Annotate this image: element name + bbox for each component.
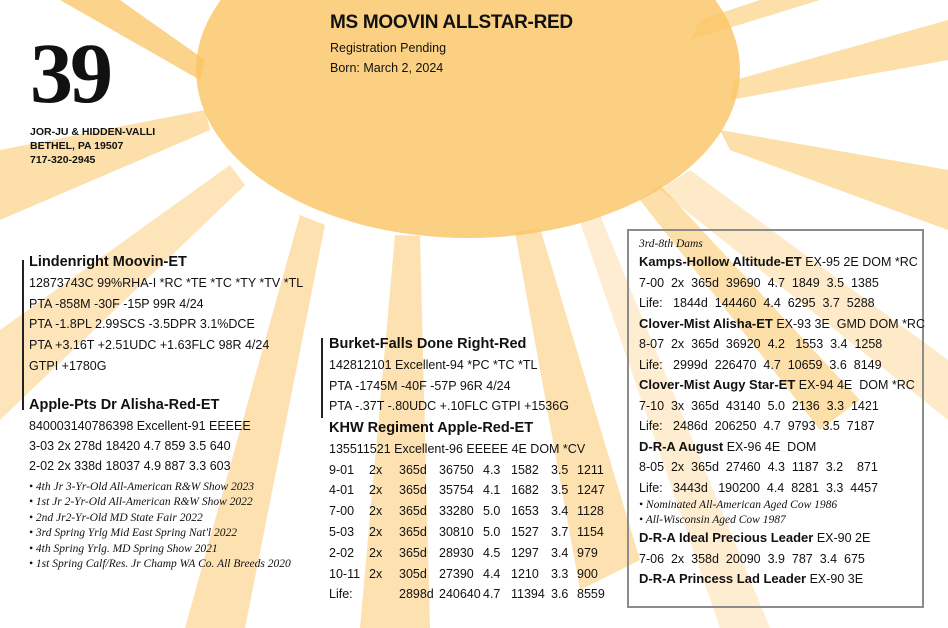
dam-ancestor-name: Clover-Mist Alisha-ET [639,315,773,331]
granddam-record-row [329,501,613,522]
dam-ancestor-name: D-R-A Ideal Precious Leader [639,530,814,545]
granddam-record-cell: 28930 [439,545,474,560]
granddam-record-cell: 8559 [577,587,605,602]
granddam-record-cell: 3.7 [551,524,569,539]
granddam-record-row [329,584,613,605]
dam-ancestor-header [639,252,925,273]
dam-ancestor-name: Clover-Mist Augy Star-ET [639,377,796,392]
granddam-record-cell: 1247 [577,483,605,498]
dam-ancestor-record: Life: 1844d 144460 4.4 6295 3.7 5288 [639,296,875,310]
dam-ancestor-record: Life: 2999d 226470 4.7 10659 3.6 8149 [639,357,882,372]
granddam-record-cell: 3.5 [551,483,569,498]
dam-ancestor-header [639,569,925,590]
granddam-record-cell: 35754 [439,483,474,498]
sun-ray [720,130,948,230]
granddam-record-row [329,564,613,585]
dam-line: 840003140786398 Excellent-91 EEEEE [29,418,251,433]
maternal-sire-line: PTA -.37T -.80UDC +.10FLC GTPI +1536G [329,399,569,414]
granddam-record-cell: 2x [369,524,383,539]
dam-ancestor-name: D-R-A August [639,438,724,454]
granddam-record-cell: 1211 [577,462,604,477]
granddam-classification: 135511521 Excellent-96 EEEEE 4E DOM *CV [329,441,586,456]
sire-line: 12873743C 99%RHA-I *RC *TE *TC *TY *TV *TL [29,275,304,290]
granddam-record-cell: 3.5 [551,462,569,477]
granddam-record-cell: 2898d [399,587,434,602]
granddam-record-cell: 1210 [511,566,539,581]
granddam-record-cell: 979 [577,545,598,560]
maternal-sire-bracket [321,338,323,418]
dams-box-honor: • All-Wisconsin Aged Cow 1987 [639,514,786,526]
granddam-record-cell: 2x [369,566,383,581]
dams-tail [639,528,925,590]
dam-honor: • 1st Spring Calf/Res. Jr Champ WA Co. All Breeds 2020 [29,558,291,571]
consignor-block [30,125,155,167]
dam-ancestor-header [639,375,925,396]
consignor-phone: 717-320-2945 [30,154,96,166]
granddam-record-cell: 2x [369,545,383,560]
granddam-record-cell: 4.1 [483,483,501,498]
granddam-record-cell: 3.4 [551,504,569,519]
granddam-record-cell: 33280 [439,504,474,519]
dam-ancestor-record: 8-07 2x 365d 36920 4.2 1553 3.4 1258 [639,337,883,351]
dams-box-honor: • Nominated All-American Aged Cow 1986 [639,499,838,511]
granddam-record-cell: 4.4 [483,566,501,581]
dam-ancestor-classification: EX-93 3E GMD DOM *RC [772,316,925,331]
dam-honor: • 2nd Jr2-Yr-Old MD State Fair 2022 [29,511,203,524]
granddam-record-cell: 1653 [511,504,539,519]
sire-block [29,252,303,377]
granddam-record-cell [369,584,399,605]
dam-ancestor-record: 7-00 2x 365d 39690 4.7 1849 3.5 1385 [639,275,879,290]
granddam-record-cell: 7-00 [329,504,355,519]
granddam-record-cell: 4.3 [483,462,501,477]
granddam-record-cell: 2-02 [329,545,355,560]
granddam-records [329,460,613,606]
sun-ray [730,20,948,100]
dam-ancestor-header [639,437,925,458]
dam-name: Apple-Pts Dr Alisha-Red-ET [29,397,220,413]
granddam-record-cell: 2x [369,462,383,477]
dam-ancestor-classification: EX-96 4E DOM [723,439,817,454]
granddam-block [329,418,613,605]
granddam-record-row [329,522,613,543]
animal-info [330,38,446,78]
granddam-record-cell: 365d [399,504,427,519]
dams-lines [639,252,925,498]
granddam-record-cell: 240640 [439,587,481,602]
sire-line: GTPI +1780G [29,358,107,373]
dam-honor: • 1st Jr 2-Yr-Old All-American R&W Show 2022 [29,496,253,509]
granddam-record-cell: 1527 [511,524,539,539]
sire-line: PTA +3.16T +2.51UDC +1.63FLC 98R 4/24 [29,338,270,353]
dam-line: 3-03 2x 278d 18420 4.7 859 3.5 640 [29,438,231,453]
granddam-record-cell: 1682 [511,483,539,498]
dams-box-content [639,236,925,590]
granddam-record-cell: 365d [399,524,427,539]
granddam-record-cell: 4.7 [483,587,501,602]
granddam-record-cell: 4.5 [483,545,501,560]
granddam-record-cell: 27390 [439,566,474,581]
granddam-record-cell: 365d [399,545,427,560]
dam-ancestor-name: D-R-A Princess Lad Leader [639,571,807,586]
granddam-record-cell: 9-01 [329,462,355,477]
dam-honor: • 4th Spring Yrlg. MD Spring Show 2021 [29,542,218,555]
granddam-record-cell: 3.3 [551,566,569,581]
sire-line: PTA -1.8PL 2.99SCS -3.5DPR 3.1%DCE [29,317,255,332]
granddam-record-cell: Life: [329,587,353,602]
dam-ancestor-record: 7-06 2x 358d 20090 3.9 787 3.4 675 [639,551,865,566]
dams-box-heading: 3rd-8th Dams [639,238,703,250]
maternal-sire-line: PTA -1745M -40F -57P 96R 4/24 [329,378,511,393]
birth-date: Born: March 2, 2024 [330,61,444,75]
dam-block [29,395,291,573]
granddam-record-cell: 3.6 [551,587,569,602]
dam-honor: • 4th Jr 3-Yr-Old All-American R&W Show 2023 [29,480,254,493]
granddam-record-cell: 1128 [577,504,604,519]
dam-ancestor-record: 7-10 3x 365d 43140 5.0 2136 3.3 1421 [639,398,879,413]
dam-ancestor-header [639,528,925,549]
granddam-record-cell: 5-03 [329,524,355,539]
granddam-record-row [329,460,613,481]
dam-line: 2-02 2x 338d 18037 4.9 887 3.3 603 [29,458,231,473]
granddam-record-cell: 2x [369,483,383,498]
dam-ancestor-classification: EX-94 4E DOM *RC [795,378,915,392]
granddam-record-row [329,480,613,501]
lot-number: 39 [30,25,110,121]
dam-ancestor-classification: EX-90 3E [806,572,864,586]
consignor-name: JOR-JU & HIDDEN-VALLI [30,126,156,138]
consignor-city: BETHEL, PA 19507 [30,140,124,152]
maternal-sire-name: Burket-Falls Done Right-Red [329,336,527,352]
granddam-record-cell: 30810 [439,524,474,539]
granddam-record-cell: 365d [399,462,427,477]
dam-ancestor-name: Kamps-Hollow Altitude-ET [639,254,802,269]
granddam-record-cell: 11394 [511,587,545,602]
dam-ancestor-record: 8-05 2x 365d 27460 4.3 1187 3.2 871 [639,460,878,474]
sire-bracket [22,260,24,410]
registration-status: Registration Pending [330,41,447,55]
maternal-sire-block [329,334,569,417]
dam-ancestor-classification: EX-90 2E [813,531,871,545]
dam-ancestor-header [639,314,925,335]
dam-ancestor-classification: EX-95 2E DOM *RC [801,255,918,269]
granddam-record-cell: 4-01 [329,483,355,498]
granddam-record-cell: 365d [399,483,427,498]
dam-ancestor-record: Life: 2486d 206250 4.7 9793 3.5 7187 [639,419,875,433]
granddam-record-cell: 10-11 [329,566,361,581]
granddam-record-cell: 900 [577,566,598,581]
granddam-record-cell: 1154 [577,524,604,539]
granddam-record-cell: 5.0 [483,524,501,539]
granddam-record-cell: 1297 [511,545,539,560]
dam-ancestor-record: Life: 3443d 190200 4.4 8281 3.3 4457 [639,480,879,495]
dam-honor: • 3rd Spring Yrlg Mid East Spring Nat'l 2022 [29,527,237,540]
granddam-name: KHW Regiment Apple-Red-ET [329,420,534,436]
granddam-record-cell: 2x [369,504,383,519]
sire-name: Lindenright Moovin-ET [29,254,187,270]
sire-line: PTA -858M -30F -15P 99R 4/24 [29,296,204,311]
granddam-record-row [329,543,613,564]
granddam-record-cell: 36750 [439,462,474,477]
granddam-record-cell: 1582 [511,462,539,477]
granddam-record-cell: 305d [399,566,427,581]
granddam-record-cell: 5.0 [483,504,501,519]
maternal-sire-line: 142812101 Excellent-94 *PC *TC *TL [329,357,538,372]
granddam-record-cell: 3.4 [551,545,569,560]
animal-name: MS MOOVIN ALLSTAR-RED [330,12,573,33]
